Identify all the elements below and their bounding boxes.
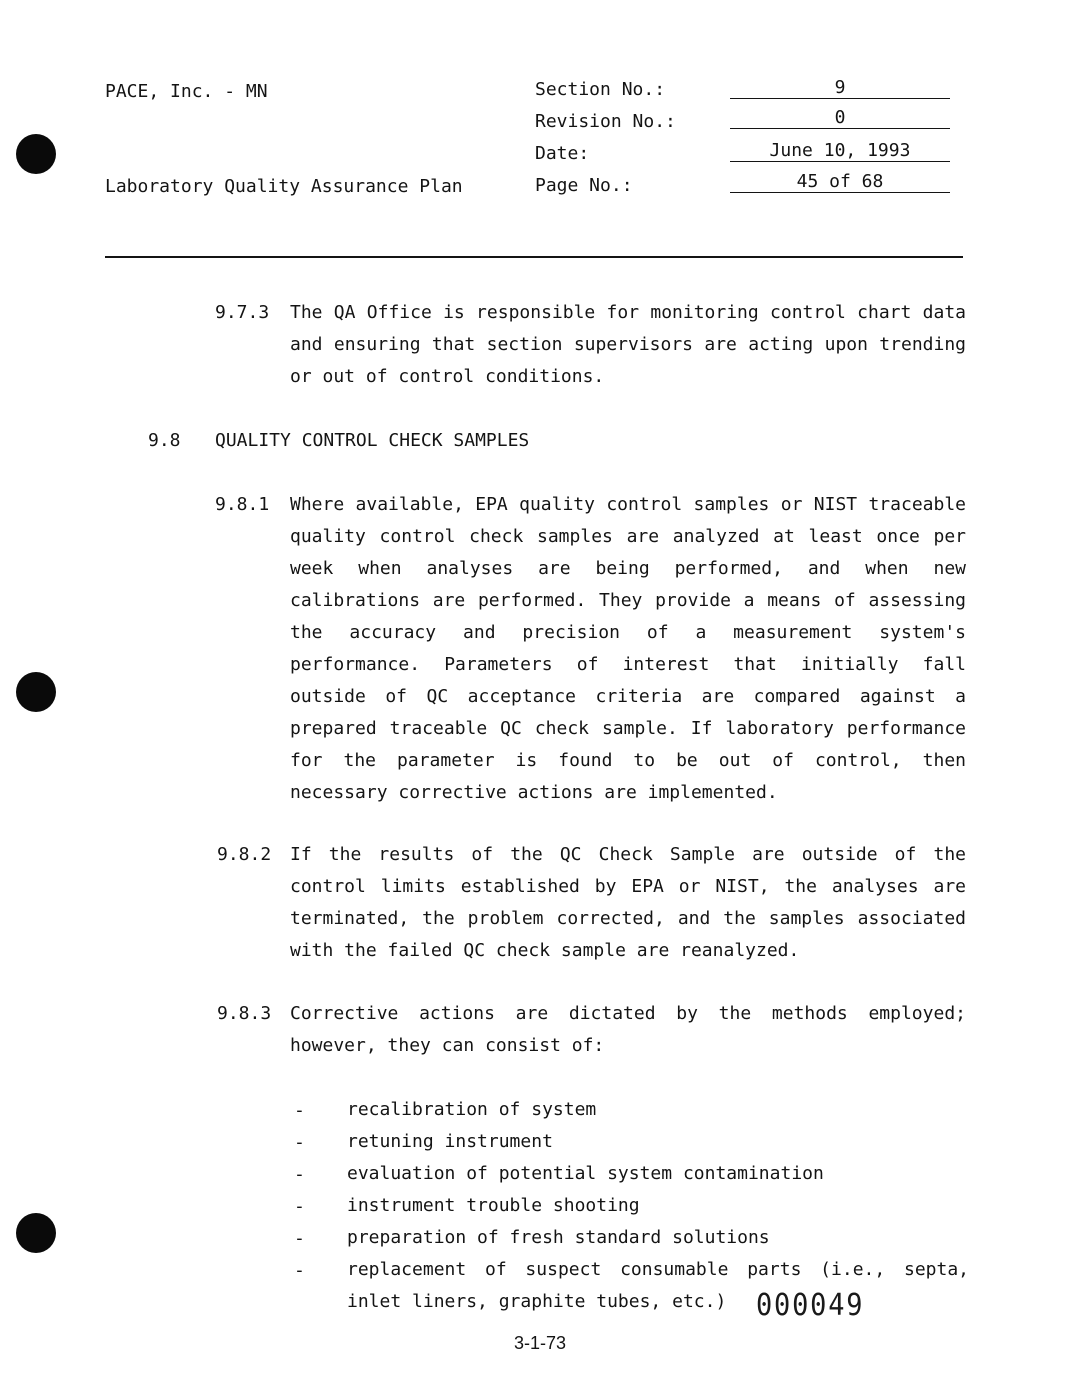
binder-hole-bottom <box>16 1213 56 1253</box>
binder-hole-top <box>16 134 56 174</box>
paragraph-9-8-2: If the results of the QC Check Sample are outside of the control limits established by EPA or NIST, the analyses are terminated, the problem corrected, and the samples associated with the failed QC check sample are reanalyzed. <box>290 844 966 961</box>
list-item: replacement of suspect consumable parts (i.e., septa, inlet liners, graphite tubes, etc.) <box>347 1259 969 1312</box>
list-item: evaluation of potential system contamination <box>347 1163 824 1184</box>
page-label: Page No.: <box>535 175 633 196</box>
section-number-9-8-1: 9.8.1 <box>215 494 270 515</box>
page-footer: 3-1-73 <box>514 1333 567 1353</box>
bullet-marker: - <box>294 1100 305 1121</box>
bullet-marker: - <box>294 1164 305 1185</box>
page-value: 45 of 68 <box>730 172 950 193</box>
section-number-9-7-3: 9.7.3 <box>215 302 270 323</box>
revision-label: Revision No.: <box>535 111 676 132</box>
paragraph-9-7-3: The QA Office is responsible for monitoring control chart data and ensuring that section supervisors are acting upon trending or out of control conditions. <box>290 302 966 387</box>
bullet-marker: - <box>294 1228 305 1249</box>
bullet-marker: - <box>294 1132 305 1153</box>
list-item: retuning instrument <box>347 1131 553 1152</box>
bullet-marker: - <box>294 1196 305 1217</box>
binder-hole-middle <box>16 672 56 712</box>
bullet-marker: - <box>294 1260 305 1281</box>
section-number-9-8-3: 9.8.3 <box>217 1003 272 1024</box>
list-item: recalibration of system <box>347 1099 597 1120</box>
bates-stamp: 000049 <box>756 1288 865 1323</box>
list-item: instrument trouble shooting <box>347 1195 640 1216</box>
org-name: PACE, Inc. - MN <box>105 81 268 102</box>
paragraph-9-8-3: Corrective actions are dictated by the methods employed; however, they can consist of: <box>290 1003 966 1056</box>
header-rule <box>105 256 963 258</box>
document-title: Laboratory Quality Assurance Plan <box>105 176 463 197</box>
section-label: Section No.: <box>535 79 666 100</box>
paragraph-9-8-1: Where available, EPA quality control samples or NIST traceable quality control check samples are analyzed at least once per week when analyses are being performed, and when new calibrations are performed. They provide a means of assessing the accuracy and precision of a measurement system's performance. Parameters of interest that initially fall outside of QC acceptance criteria are compared against a prepared traceable QC check sample. If laboratory performance for the parameter is found to be out of control, then necessary corrective actions are implemented. <box>290 494 966 803</box>
date-label: Date: <box>535 143 590 164</box>
revision-value: 0 <box>730 108 950 129</box>
section-number-9-8-2: 9.8.2 <box>217 844 272 865</box>
section-heading-9-8: QUALITY CONTROL CHECK SAMPLES <box>215 430 530 451</box>
list-item: preparation of fresh standard solutions <box>347 1227 770 1248</box>
section-number-9-8: 9.8 <box>148 430 181 451</box>
section-value: 9 <box>730 78 950 99</box>
date-value: June 10, 1993 <box>730 141 950 162</box>
